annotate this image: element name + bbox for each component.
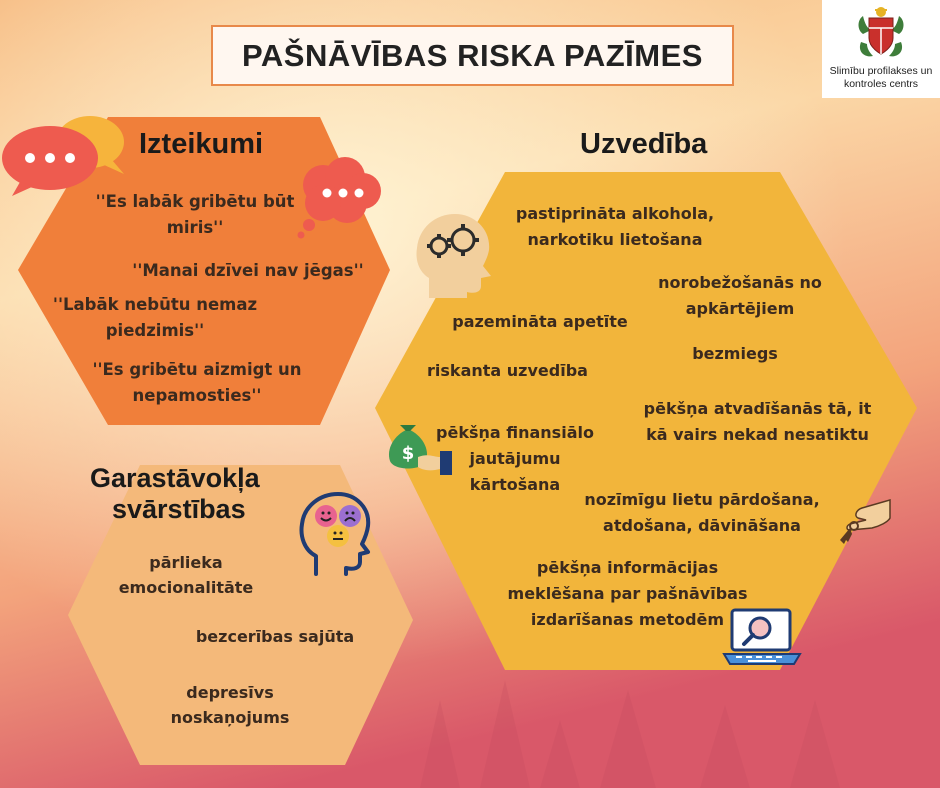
behavior-item-9-line-2: meklēšana par pašnāvības (507, 584, 748, 603)
behavior-heading: Uzvedība (580, 128, 708, 160)
statement-2: ''Manai dzīvei nav jēgas'' (132, 261, 364, 280)
logo (822, 0, 940, 98)
behavior-item-6-line-2: kā vairs nekad nesatiktu (646, 425, 869, 444)
behavior-item-4: bezmiegs (692, 344, 778, 363)
statement-1-line-2: miris'' (166, 218, 224, 237)
behavior-item-5: riskanta uzvedība (427, 361, 588, 380)
statements-heading: Izteikumi (139, 128, 264, 160)
mood-item-1-line-2: emocionalitāte (118, 578, 254, 597)
head-emotions-icon (296, 490, 376, 576)
mood-heading-line-2: svārstības (112, 494, 246, 524)
statement-4-line-1: ''Es gribētu aizmigt un (92, 360, 302, 379)
behavior-item-9-line-1: pēkšņa informācijas (536, 558, 719, 577)
title-box (211, 25, 734, 86)
head-gears-icon (413, 206, 499, 298)
page-title: PAŠNĀVĪBAS RISKA PAZĪMES (242, 37, 703, 73)
mood-item-3-line-1: depresīvs (186, 683, 274, 702)
statement-1-line-1: ''Es labāk gribētu būt (95, 192, 295, 211)
behavior-item-8-line-1: nozīmīgu lietu pārdošana, (584, 490, 820, 509)
logo-line-2: kontroles centrs (843, 78, 919, 90)
behavior-item-7-line-2: jautājumu (469, 449, 561, 468)
coat-of-arms-icon (855, 4, 907, 62)
mood-item-2: bezcerības sajūta (195, 627, 355, 646)
mood-item-1-line-1: pārlieka (149, 553, 223, 572)
logo-line-1: Slimību profilakses un (829, 65, 933, 77)
mood-item-3-line-2: noskaņojums (170, 708, 290, 727)
behavior-item-1-line-1: pastiprināta alkohola, (515, 204, 715, 223)
statement-3-line-2: piedzimis'' (105, 321, 205, 340)
behavior-item-9-line-3: izdarīšanas metodēm (530, 610, 725, 629)
statement-3-line-1: ''Labāk nebūtu nemaz (52, 295, 258, 314)
behavior-item-7-line-3: kārtošana (469, 475, 561, 494)
mood-heading-line-1: Garastāvokļa (90, 463, 260, 493)
behavior-item-8-line-2: atdošana, dāvināšana (603, 516, 801, 535)
statement-4-line-2: nepamosties'' (132, 386, 262, 405)
behavior-item-6-line-1: pēkšņa atvadīšanās tā, it (643, 399, 872, 418)
hand-keys-icon (832, 488, 892, 546)
laptop-search-icon (722, 608, 802, 668)
behavior-item-2-line-2: apkārtējiem (685, 299, 795, 318)
behavior-item-2-line-1: norobežošanās no (658, 273, 822, 292)
money-bag-hand-icon (378, 413, 458, 479)
behavior-item-1-line-2: narkotiku lietošana (527, 230, 703, 249)
svg-text:$: $ (401, 443, 415, 464)
behavior-item-3: pazemināta apetīte (452, 312, 628, 331)
behavior-item-7-line-1: pēkšņa finansiālo (436, 423, 594, 442)
